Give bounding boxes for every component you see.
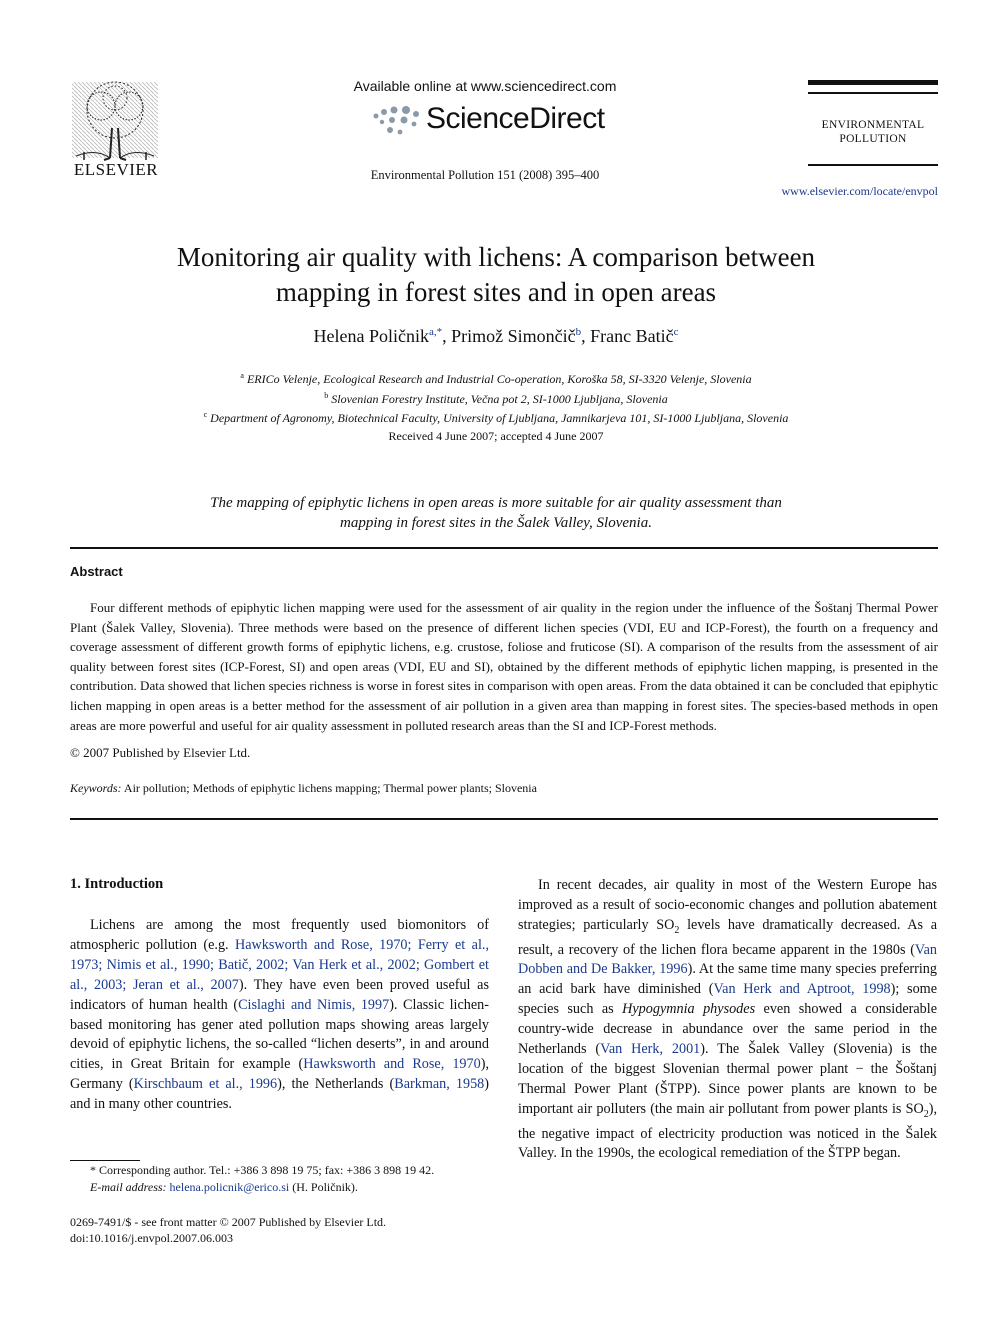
- highlight-line2: mapping in forest sites in the Šalek Valley, Slovenia.: [340, 515, 652, 531]
- issn-line: 0269-7491/$ - see front matter © 2007 Published by Elsevier Ltd.: [70, 1215, 387, 1229]
- citation-link[interactable]: Barkman, 1958: [394, 1076, 485, 1093]
- author-name: Helena Poličnik: [313, 326, 429, 346]
- abstract-copyright: © 2007 Published by Elsevier Ltd.: [70, 745, 251, 760]
- journal-name-line2: POLLUTION: [839, 133, 907, 145]
- highlight-line1: The mapping of epiphytic lichens in open areas is more suitable for air quality assessment than: [210, 495, 782, 511]
- body-text: ), the negative impact of electricity production was noticed in the Šalek Valley. In the 1990s, the ecological remediation of the ŠTPP began.: [518, 1100, 937, 1162]
- affiliation-mark: b: [324, 390, 329, 400]
- affiliation-mark: a: [240, 371, 244, 380]
- author-affil-mark[interactable]: a,*: [428, 326, 443, 338]
- received-dates: Received 4 June 2007; accepted 4 June 2007: [388, 429, 604, 443]
- body-text: Lichens are among the most frequently used biomonitors of atmospheric pollution (e.g.: [70, 917, 489, 953]
- author-separator: ,: [442, 326, 452, 346]
- body-text: ). At the same time many species preferring an acid bark have diminished (: [518, 961, 937, 998]
- keywords-label: Keywords:: [70, 781, 122, 795]
- article-title: [80, 240, 912, 310]
- abstract-body: Four different methods of epiphytic lichen mapping were used for the assessment of air quality in the region under the influence of the Šoštanj Thermal Power Plant (Šalek Valley, Slovenia). Three methods were based on the presence of different lichen species (VDI, EU and ICP-Forest), the fourth on a frequency and coverage assessment of different growth forms of epiphytic lichens, e.g. crustose, foliose and fruticose (SI). A comparison of the results from the assessment of air quality between forest sites (ICP-Forest, SI) and open areas (VDI, EU and SI), obtained by the different methods of epiphytic lichen mapping, is presented in the contribution. Data showed that lichen species richness is worse in forest sites in comparison with open areas. From the data obtained it can be concluded that epiphytic lichen mapping in open areas is a better method for the assessment of air pollution in a given area than mapping in forest sites. The species-based methods in open areas are more powerful and useful for air quality assessment in polluted research areas than the SI and ICP-Forest methods.: [70, 600, 938, 733]
- citation-link[interactable]: Van Herk, 2001: [600, 1041, 701, 1058]
- citation-link[interactable]: Hawksworth and Rose, 1970; Ferry et al., 1973; Nimis et al., 1990; Batič, 2002; Van Herk et al., 2002; Gombert et al., 2003; Jeran et al., 2007: [70, 936, 489, 993]
- intro-left-column: [70, 916, 489, 1115]
- body-text: ), the Netherlands (: [277, 1076, 395, 1093]
- issn-doi: [70, 1214, 386, 1246]
- footnote-email-label: E-mail address:: [90, 1179, 167, 1194]
- citation-link[interactable]: Van Herk and Aptroot, 1998: [713, 981, 891, 998]
- body-text: ); some species such as: [518, 981, 937, 1018]
- section-heading-introduction: 1. Introduction: [70, 876, 164, 892]
- author-list: [80, 326, 912, 347]
- affiliation-text: Slovenian Forestry Institute, Večna pot 2, SI-1000 Ljubljana, Slovenia: [331, 391, 668, 406]
- species-name: Hypogymnia physodes: [622, 1001, 756, 1018]
- subscript: 2: [674, 924, 680, 936]
- journal-url-link[interactable]: www.elsevier.com/locate/envpol: [781, 184, 938, 198]
- author-separator: ,: [581, 326, 591, 346]
- header-rule-bottom: [808, 164, 938, 166]
- sciencedirect-logo: [370, 100, 610, 144]
- journal-citation: Environmental Pollution 151 (2008) 395–400: [370, 168, 600, 182]
- body-text: In recent decades, air quality in most of the Western Europe has improved as a result of socio-economic changes and pollution abatement strategies; particularly SO: [518, 877, 937, 933]
- article-highlight: [150, 493, 842, 533]
- abstract-heading: Abstract: [70, 564, 123, 579]
- affiliations: [80, 368, 912, 427]
- affiliation-mark: c: [203, 410, 208, 419]
- sciencedirect-dots-icon: [370, 104, 424, 138]
- footnote-email-line: [90, 1179, 490, 1196]
- email-link[interactable]: helena.policnik@erico.si: [169, 1179, 290, 1194]
- header-rule-thick: [808, 80, 938, 85]
- corresponding-author-footnote: [70, 1162, 490, 1195]
- body-text: ) and in many other countries.: [70, 1076, 489, 1113]
- affiliation-line: [80, 368, 912, 388]
- citation-link[interactable]: Van Dobben and De Bakker, 1996: [518, 941, 937, 978]
- available-online: Available online at www.sciencedirect.com: [353, 78, 617, 94]
- author-affil-mark[interactable]: b: [575, 326, 582, 338]
- body-text: levels have dramatically decreased. As a result, a recovery of the lichen flora became apparent in the 1980s (: [518, 916, 937, 958]
- body-text: ), Germany (: [70, 1056, 489, 1093]
- footnote-contact: * Corresponding author. Tel.: +386 3 898 19 75; fax: +386 3 898 19 42.: [90, 1163, 435, 1177]
- article-title-line2: mapping in forest sites and in open areas: [275, 277, 717, 307]
- keywords-text: Air pollution; Methods of epiphytic lichens mapping; Thermal power plants; Slovenia: [123, 781, 537, 795]
- affiliation-text: Department of Agronomy, Biotechnical Faculty, University of Ljubljana, Jamnikarjeva 101, SI-1000 Ljubljana, Slovenia: [210, 411, 789, 425]
- affiliation-line: [80, 388, 912, 408]
- body-text: ). They have even been proved useful as indicators of human health (: [70, 976, 489, 1013]
- citation-link[interactable]: Kirschbaum et al., 1996: [133, 1076, 278, 1093]
- abstract-bottom-rule: [70, 818, 938, 820]
- header-rule-thin: [808, 92, 938, 94]
- intro-right-column: [518, 876, 937, 1164]
- author-affil-mark[interactable]: c: [673, 326, 679, 338]
- journal-name-line1: ENVIRONMENTAL: [821, 119, 925, 131]
- abstract-top-rule: [70, 547, 938, 549]
- author-name: Primož Simončič: [451, 326, 576, 346]
- affiliation-line: [80, 407, 912, 427]
- article-title-line1: Monitoring air quality with lichens: A comparison between: [176, 242, 816, 272]
- affiliation-text: ERICo Velenje, Ecological Research and Industrial Co-operation, Koroška 58, SI-3320 Velenje, Slovenia: [246, 372, 752, 386]
- journal-name: [808, 118, 938, 146]
- publisher-name: ELSEVIER: [73, 160, 159, 179]
- footnote-rule: [70, 1160, 140, 1161]
- body-text: ). Classic lichen-based monitoring has gener ated pollution maps showing areas largely devoid of epiphytic lichens, the so-called “lichen deserts”, in and around cities, in Great Britain for example (: [70, 996, 489, 1073]
- footnote-email-tail: (H. Poličnik).: [289, 1179, 358, 1194]
- author-name: Franc Batič: [590, 326, 674, 346]
- body-text: ). The Šalek Valley (Slovenia) is the location of the biggest Slovenian thermal power plant − the Šoštanj Thermal Power Plant (ŠTPP). Since power plants are known to be important air polluters (the main air pollutant from power plants is SO: [518, 1041, 937, 1117]
- sciencedirect-wordmark: ScienceDirect: [426, 102, 605, 135]
- citation-link[interactable]: Cislaghi and Nimis, 1997: [238, 996, 390, 1013]
- body-text: even showed a considerable country-wide decrease in abundance over the same period in the Netherlands (: [518, 1001, 937, 1058]
- keywords: [70, 781, 938, 796]
- citation-link[interactable]: Hawksworth and Rose, 1970: [303, 1056, 481, 1073]
- subscript: 2: [923, 1108, 929, 1120]
- doi-line: doi:10.1016/j.envpol.2007.06.003: [70, 1231, 233, 1245]
